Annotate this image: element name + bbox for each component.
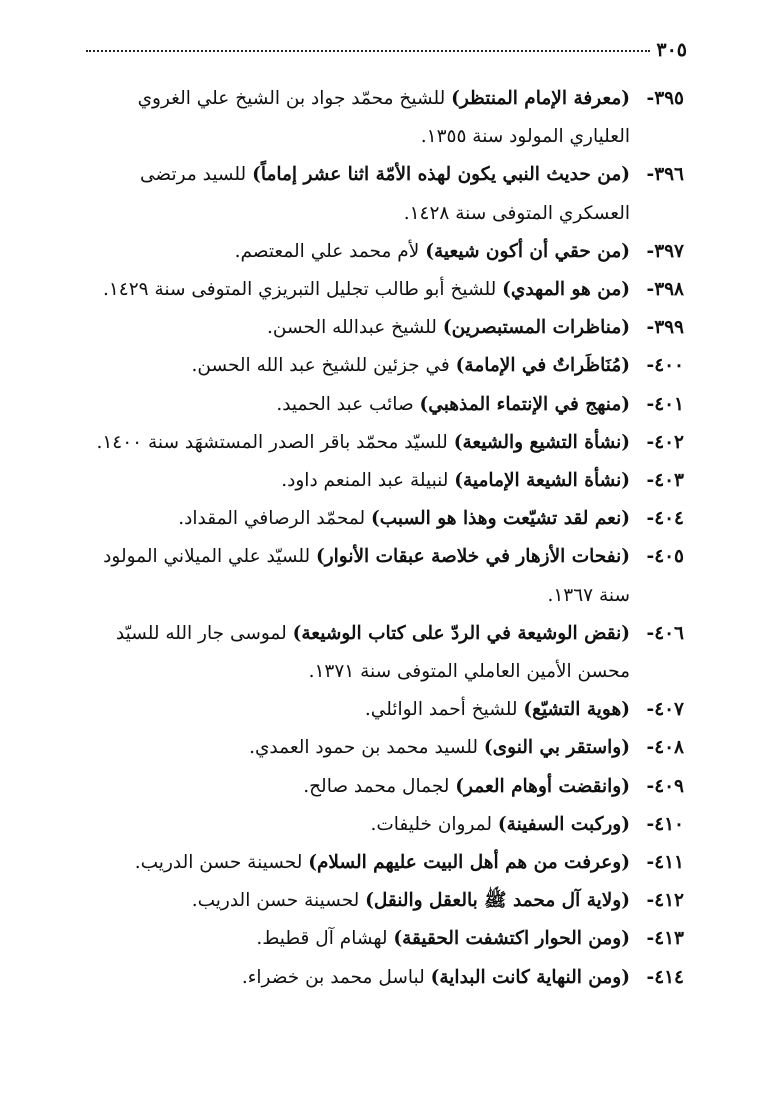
entry-author: في جزئين للشيخ عبد الله الحسن. xyxy=(191,355,456,377)
entry-author: لأم محمد علي المعتصم. xyxy=(234,240,426,262)
entry-title: (ومن النهاية كانت البداية) xyxy=(430,966,630,988)
entry-text xyxy=(84,233,630,271)
entry-author: صائب عبد الحميد. xyxy=(276,393,420,415)
entry-title: (واستقر بي النوى) xyxy=(483,737,630,759)
entry-number: ٣٩٩- xyxy=(646,317,684,339)
entry-title: (من حديث النبي يكون لهذه الأمّة اثنا عشر إماماً) xyxy=(252,164,630,186)
entry-author: لحسينة حسن الدريب. xyxy=(191,890,366,912)
entry-text xyxy=(84,538,630,614)
entry-text xyxy=(84,920,630,958)
header-dotted-rule xyxy=(86,50,650,52)
entry-number: ٣٩٦- xyxy=(646,164,684,186)
entry-author: للسيد محمد بن حمود العمدي. xyxy=(249,737,484,759)
entry-number: ٤٠٦- xyxy=(646,622,684,644)
entry-title: (نعم لقد تشيّعت وهذا هو السبب) xyxy=(370,508,630,530)
page-number: ٣٠٥ xyxy=(656,39,687,61)
entry-number: ٤١٤- xyxy=(646,966,684,988)
list-item xyxy=(84,959,684,997)
entry-number: ٤٠٥- xyxy=(646,546,684,568)
entry-title: (نشأة التشيع والشيعة) xyxy=(453,431,630,453)
entry-number: ٣٩٨- xyxy=(646,279,684,301)
entry-text xyxy=(84,768,630,806)
entry-author: لحسينة حسن الدريب. xyxy=(134,852,309,874)
entry-title: (مُنَاظَراتٌ في الإمامة) xyxy=(455,355,630,377)
entry-text xyxy=(84,500,630,538)
list-item xyxy=(84,462,684,500)
list-item xyxy=(84,309,684,347)
entry-text xyxy=(84,156,630,232)
entry-author: للشيخ أبو طالب تجليل التبريزي المتوفى سنة ١٤٢٩. xyxy=(102,279,503,301)
list-item xyxy=(84,233,684,271)
list-item xyxy=(84,271,684,309)
entry-title: (منهج في الإنتماء المذهبي) xyxy=(419,393,630,415)
entry-author: لهشام آل قطيط. xyxy=(256,928,394,950)
list-item xyxy=(84,920,684,958)
entry-author: لنبيلة عبد المنعم داود. xyxy=(281,470,455,492)
entry-text xyxy=(84,271,630,309)
list-item xyxy=(84,386,684,424)
entry-author: لمحمّد الرصافي المقداد. xyxy=(178,508,371,530)
list-item xyxy=(84,347,684,385)
entry-author: للسيّد محمّد باقر الصدر المستشهَد سنة ١٤٠٠. xyxy=(96,431,454,453)
entry-text xyxy=(84,80,630,156)
list-item xyxy=(84,500,684,538)
entry-author: للشيخ محمّد جواد بن الشيخ علي الغروي العلياري المولود سنة ١٣٥٥. xyxy=(137,88,630,148)
entry-text xyxy=(84,347,630,385)
entry-text xyxy=(84,424,630,462)
entry-author: للسيّد علي الميلاني المولود سنة ١٣٦٧. xyxy=(103,546,630,606)
list-item xyxy=(84,729,684,767)
entry-text xyxy=(84,882,630,920)
entry-title: (من حقي أن أكون شيعية) xyxy=(425,240,630,262)
entry-number: ٤١٠- xyxy=(646,813,684,835)
entry-number: ٤٠٧- xyxy=(646,699,684,721)
entry-title: (ولاية آل محمد ﷺ بالعقل والنقل) xyxy=(365,890,630,912)
bibliography-list xyxy=(84,80,684,997)
entry-title: (وعرفت من هم أهل البيت عليهم السلام) xyxy=(308,852,630,874)
entry-number: ٤٠٣- xyxy=(646,470,684,492)
entry-number: ٤٠٢- xyxy=(646,431,684,453)
entry-text xyxy=(84,806,630,844)
entry-text xyxy=(84,386,630,424)
entry-number: ٤١١- xyxy=(646,852,684,874)
list-item xyxy=(84,844,684,882)
entry-number: ٤١٣- xyxy=(646,928,684,950)
entry-title: (نفحات الأزهار في خلاصة عبقات الأنوار) xyxy=(315,546,630,568)
entry-number: ٣٩٥- xyxy=(646,88,684,109)
entry-text xyxy=(84,615,630,691)
entry-number: ٤٠٩- xyxy=(646,775,684,797)
entry-text xyxy=(84,844,630,882)
list-item xyxy=(84,156,684,232)
entry-author: للشيخ أحمد الوائلي. xyxy=(364,699,524,721)
entry-title: (وانقضت أوهام العمر) xyxy=(455,775,630,797)
entry-author: لجمال محمد صالح. xyxy=(303,775,456,797)
list-item xyxy=(84,768,684,806)
entry-text xyxy=(84,462,630,500)
entry-title: (وركبت السفينة) xyxy=(497,813,630,835)
page-header xyxy=(72,26,687,60)
list-item xyxy=(84,538,684,614)
entry-title: (مناظرات المستبصرين) xyxy=(442,317,630,339)
entry-text xyxy=(84,959,630,997)
entry-title: (نشأة الشيعة الإمامية) xyxy=(454,470,630,492)
entry-author: للشيخ عبدالله الحسن. xyxy=(267,317,443,339)
list-item xyxy=(84,691,684,729)
list-item xyxy=(84,424,684,462)
entry-title: (نقض الوشيعة في الردّ على كتاب الوشيعة) xyxy=(292,622,630,644)
entry-text xyxy=(84,691,630,729)
entry-number: ٤٠١- xyxy=(646,393,684,415)
list-item xyxy=(84,882,684,920)
entry-text xyxy=(84,309,630,347)
entry-number: ٤٠٠- xyxy=(646,355,684,377)
entry-number: ٤٠٨- xyxy=(646,737,684,759)
list-item xyxy=(84,806,684,844)
entry-number: ٤١٢- xyxy=(646,890,684,912)
list-item xyxy=(84,80,684,156)
entry-number: ٤٠٤- xyxy=(646,508,684,530)
entry-author: لمروان خليفات. xyxy=(370,813,498,835)
entry-author: لباسل محمد بن خضراء. xyxy=(241,966,431,988)
entry-author: للسيد مرتضى العسكري المتوفى سنة ١٤٢٨. xyxy=(140,164,630,224)
entry-title: (ومن الحوار اكتشفت الحقيقة) xyxy=(393,928,630,950)
entry-text xyxy=(84,729,630,767)
entry-title: (هوية التشيّع) xyxy=(523,699,630,721)
entry-number: ٣٩٧- xyxy=(646,240,684,262)
entry-title: (معرفة الإمام المنتظر) xyxy=(451,88,630,109)
list-item xyxy=(84,615,684,691)
entry-title: (من هو المهدي) xyxy=(502,279,630,301)
entry-author: لموسى جار الله للسيّد محسن الأمين العاملي المتوفى سنة ١٣٧١. xyxy=(115,622,630,683)
